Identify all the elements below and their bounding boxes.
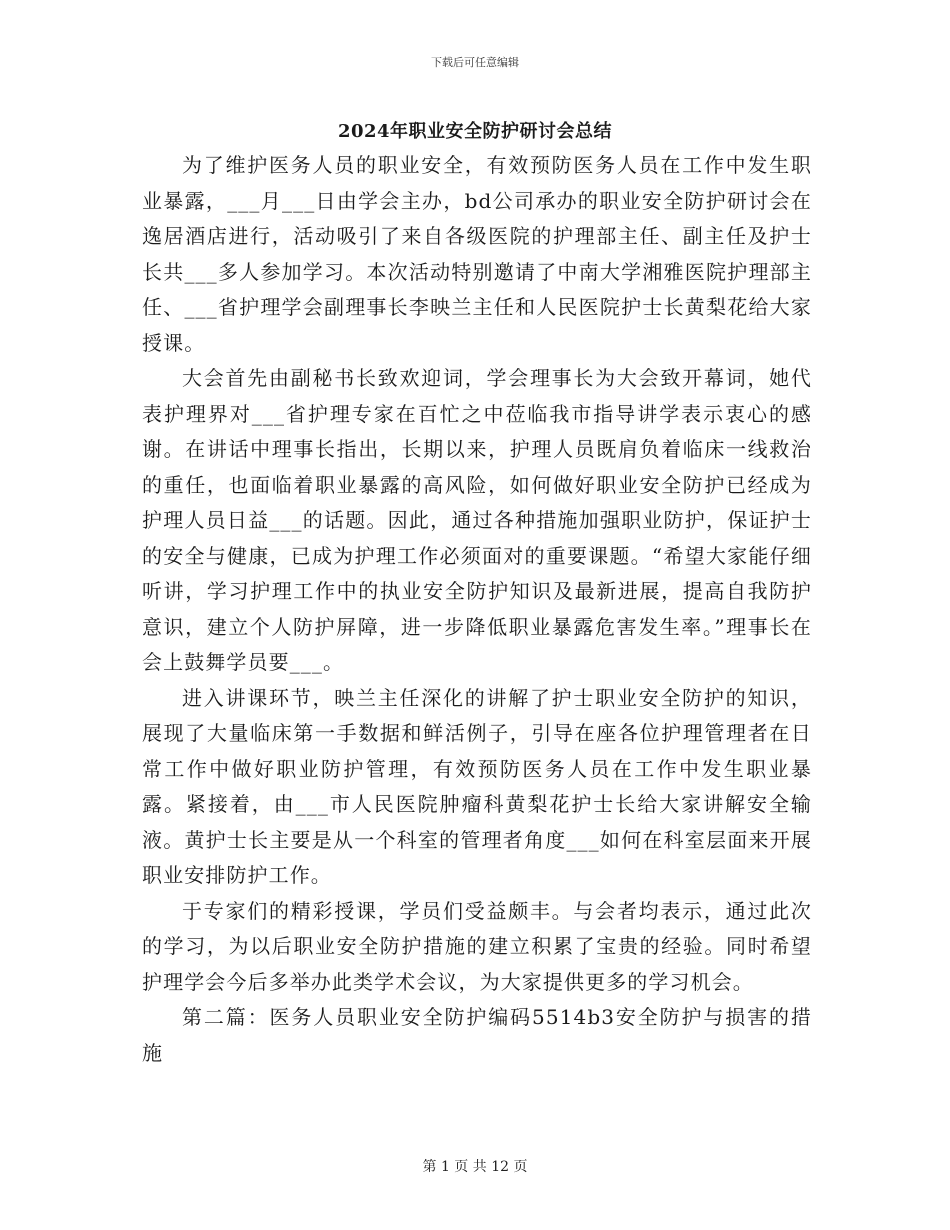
page-header-note: 下载后可任意编辑 — [431, 56, 519, 69]
paragraph-1: 为了维护医务人员的职业安全，有效预防医务人员在工作中发生职业暴露，___月___日由学会主办，bd公司承办的职业安全防护研讨会在逸居酒店进行，活动吸引了来自各级医院的护理部主任、副主任及护士长共___多人参加学习。本次活动特别邀请了中南大学湘雅医院护理部主任、___省护理学会副理事长李映兰主任和人民医院护士长黄梨花给大家授课。 — [142, 153, 812, 355]
page-number: 第 1 页 共 12 页 — [422, 1159, 528, 1175]
document-body — [142, 148, 812, 1071]
paragraph-3: 进入讲课环节，映兰主任深化的讲解了护士职业安全防护的知识，展现了大量临床第一手数据和鲜活例子，引导在座各位护理管理者在日常工作中做好职业防护管理，有效预防医务人员在工作中发生职业暴露。紧接着，由___市人民医院肿瘤科黄梨花护士长给大家讲解安全输液。黄护士长主要是从一个科室的管理者角度___如何在科室层面来开展职业安排防护工作。 — [142, 685, 812, 887]
paragraph-5: 第二篇：医务人员职业安全防护编码5514b3安全防护与损害的措施 — [142, 1005, 812, 1065]
paragraph-2: 大会首先由副秘书长致欢迎词，学会理事长为大会致开幕词，她代表护理界对___省护理专家在百忙之中莅临我市指导讲学表示衷心的感谢。在讲话中理事长指出，长期以来，护理人员既肩负着临床一线救治的重任，也面临着职业暴露的高风险，如何做好职业安全防护已经成为护理人员日益___的话题。因此，通过各种措施加强职业防护，保证护士的安全与健康，已成为护理工作必须面对的重要课题。“希望大家能仔细听讲，学习护理工作中的执业安全防护知识及最新进展，提高自我防护意识，建立个人防护屏障，进一步降低职业暴露危害发生率。”理事长在会上鼓舞学员要___。 — [142, 366, 812, 674]
paragraph-4: 于专家们的精彩授课，学员们受益颇丰。与会者均表示，通过此次的学习，为以后职业安全防护措施的建立积累了宝贵的经验。同时希望护理学会今后多举办此类学术会议，为大家提供更多的学习机会。 — [142, 898, 812, 994]
document-title: 2024年职业安全防护研讨会总结 — [337, 121, 613, 142]
